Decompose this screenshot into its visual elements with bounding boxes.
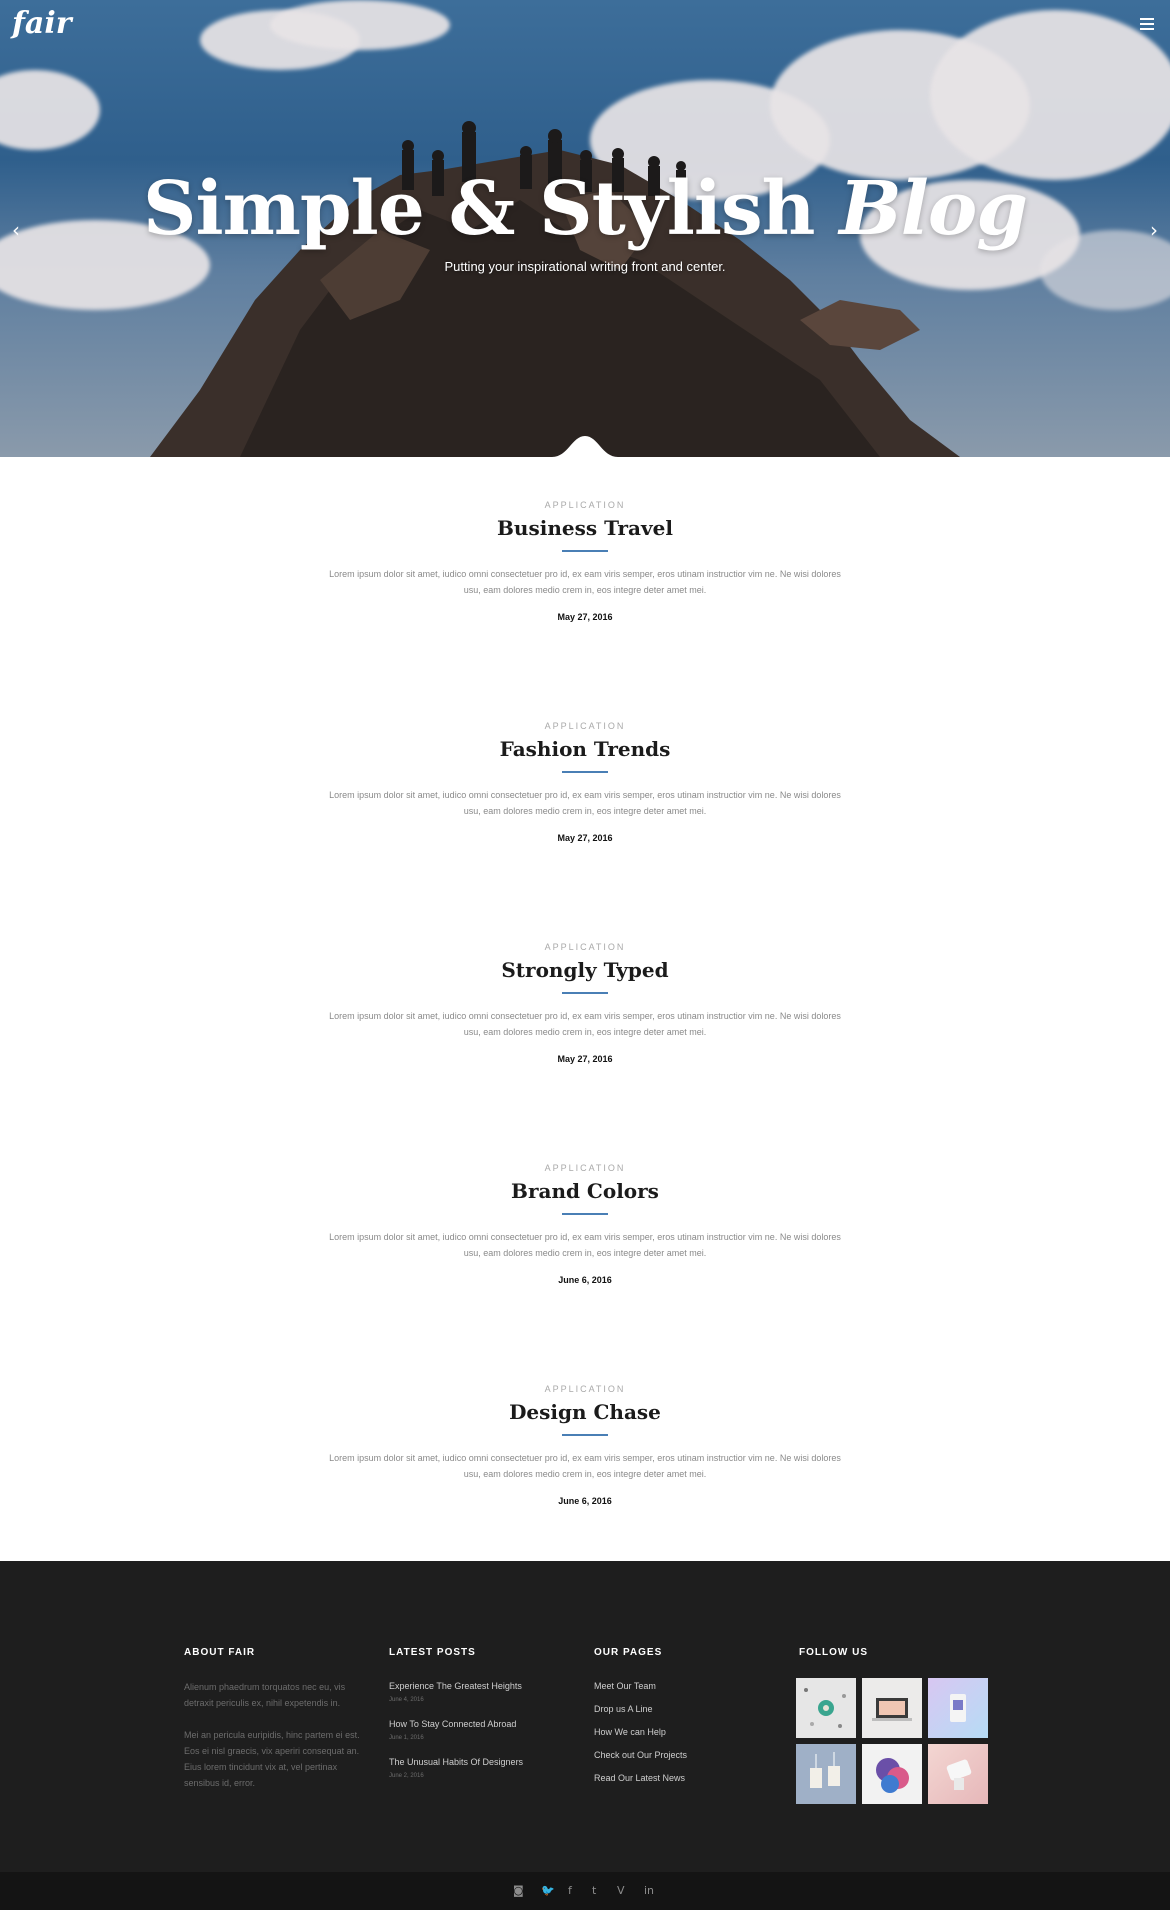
post-category[interactable]: APPLICATION bbox=[544, 721, 626, 731]
post-title[interactable]: Strongly Typed bbox=[501, 958, 669, 982]
post-divider bbox=[562, 992, 608, 994]
footer-follow-heading: FOLLOW US bbox=[799, 1647, 868, 1658]
twitter-icon[interactable]: 🐦 bbox=[541, 1884, 555, 1897]
latest-post-date: June 4, 2016 bbox=[389, 1697, 424, 1703]
post-title[interactable]: Fashion Trends bbox=[499, 737, 671, 761]
latest-post-item bbox=[389, 1757, 569, 1779]
site-logo[interactable]: fair bbox=[12, 6, 72, 41]
post-divider bbox=[562, 550, 608, 552]
footer-latest-posts bbox=[389, 1647, 569, 1779]
gallery-thumbnail[interactable] bbox=[862, 1744, 922, 1804]
post-excerpt: Lorem ipsum dolor sit amet, iudico omni consectetuer pro id, ex eam viris semper, eros utinam instructior vim ne. Ne wisi dolores usu, eam dolores medio crem in, eos integre deter amet mei. bbox=[329, 1232, 841, 1258]
post-category[interactable]: APPLICATION bbox=[544, 1384, 626, 1394]
post-excerpt: Lorem ipsum dolor sit amet, iudico omni consectetuer pro id, ex eam viris semper, eros utinam instructior vim ne. Ne wisi dolores usu, eam dolores medio crem in, eos integre deter amet mei. bbox=[329, 1011, 841, 1037]
post-date: May 27, 2016 bbox=[557, 612, 613, 622]
footer-about-text: Alienum phaedrum torquatos nec eu, vis detraxit periculis ex, nihil expetendis in. bbox=[184, 1682, 346, 1708]
latest-post-item bbox=[389, 1719, 569, 1741]
footer-latest-heading: LATEST POSTS bbox=[389, 1647, 476, 1658]
latest-post-link[interactable]: Experience The Greatest Heights bbox=[389, 1681, 522, 1691]
instagram-icon[interactable]: ◙ bbox=[513, 1884, 524, 1897]
social-bar bbox=[0, 1872, 1170, 1910]
hero-title bbox=[0, 166, 1170, 252]
post-item bbox=[0, 500, 1170, 622]
footer-page-link[interactable]: Meet Our Team bbox=[594, 1681, 656, 1691]
latest-post-date: June 1, 2016 bbox=[389, 1735, 424, 1741]
post-excerpt: Lorem ipsum dolor sit amet, iudico omni consectetuer pro id, ex eam viris semper, eros utinam instructior vim ne. Ne wisi dolores usu, eam dolores medio crem in, eos integre deter amet mei. bbox=[329, 1453, 841, 1479]
hero-banner bbox=[0, 0, 1170, 457]
post-category[interactable]: APPLICATION bbox=[544, 942, 626, 952]
footer-page-link[interactable]: How We can Help bbox=[594, 1727, 666, 1737]
post-date: May 27, 2016 bbox=[557, 1054, 613, 1064]
vimeo-icon[interactable]: V bbox=[617, 1884, 625, 1897]
facebook-icon[interactable]: f bbox=[568, 1884, 572, 1897]
post-title[interactable]: Business Travel bbox=[497, 516, 673, 540]
post-title[interactable]: Brand Colors bbox=[511, 1179, 659, 1203]
gallery-thumbnail[interactable] bbox=[928, 1744, 988, 1804]
post-item bbox=[0, 721, 1170, 843]
gallery-thumbnail[interactable] bbox=[796, 1744, 856, 1804]
hero-subtitle: Putting your inspirational writing front and center. bbox=[444, 259, 726, 274]
footer-page-link[interactable]: Drop us A Line bbox=[594, 1704, 653, 1714]
post-item bbox=[0, 1163, 1170, 1285]
latest-post-link[interactable]: How To Stay Connected Abroad bbox=[389, 1719, 517, 1729]
post-date: May 27, 2016 bbox=[557, 833, 613, 843]
footer-about bbox=[184, 1647, 364, 1791]
post-item bbox=[0, 942, 1170, 1064]
gallery-thumbnail[interactable] bbox=[928, 1678, 988, 1738]
chevron-right-icon[interactable]: › bbox=[1150, 218, 1158, 242]
hamburger-menu-icon[interactable] bbox=[1140, 18, 1154, 30]
footer-page-link[interactable]: Read Our Latest News bbox=[594, 1773, 686, 1783]
post-category[interactable]: APPLICATION bbox=[544, 500, 626, 510]
site-footer bbox=[0, 1561, 1170, 1872]
footer-our-pages bbox=[594, 1647, 774, 1783]
tumblr-icon[interactable]: t bbox=[592, 1884, 597, 1897]
post-category[interactable]: APPLICATION bbox=[544, 1163, 626, 1173]
hero-title-main: Simple & Stylish bbox=[143, 166, 815, 252]
footer-page-link[interactable]: Check out Our Projects bbox=[594, 1750, 688, 1760]
post-date: June 6, 2016 bbox=[558, 1496, 612, 1506]
footer-pages-heading: OUR PAGES bbox=[594, 1647, 663, 1658]
footer-about-text: Mei an pericula euripidis, hinc partem ei est. Eos ei nisl graecis, vix aperiri consequat an. Eius lorem tincidunt vix at, vel pertinax sensibus id, error. bbox=[184, 1730, 360, 1788]
post-divider bbox=[562, 771, 608, 773]
post-date: June 6, 2016 bbox=[558, 1275, 612, 1285]
chevron-left-icon[interactable]: ‹ bbox=[12, 218, 20, 242]
post-divider bbox=[562, 1213, 608, 1215]
post-divider bbox=[562, 1434, 608, 1436]
footer-follow-us bbox=[799, 1647, 999, 1658]
hero-title-emphasis: Blog bbox=[839, 166, 1027, 252]
gallery-thumbnail[interactable] bbox=[862, 1678, 922, 1738]
gallery-thumbnail[interactable] bbox=[796, 1678, 856, 1738]
post-excerpt: Lorem ipsum dolor sit amet, iudico omni consectetuer pro id, ex eam viris semper, eros utinam instructior vim ne. Ne wisi dolores usu, eam dolores medio crem in, eos integre deter amet mei. bbox=[329, 569, 841, 595]
post-item bbox=[0, 1384, 1170, 1506]
latest-post-date: June 2, 2016 bbox=[389, 1773, 424, 1779]
scroll-notch bbox=[552, 434, 618, 457]
linkedin-icon[interactable]: in bbox=[644, 1884, 655, 1897]
footer-about-heading: ABOUT FAIR bbox=[184, 1647, 256, 1658]
post-excerpt: Lorem ipsum dolor sit amet, iudico omni consectetuer pro id, ex eam viris semper, eros utinam instructior vim ne. Ne wisi dolores usu, eam dolores medio crem in, eos integre deter amet mei. bbox=[329, 790, 841, 816]
post-title[interactable]: Design Chase bbox=[509, 1400, 661, 1424]
latest-post-link[interactable]: The Unusual Habits Of Designers bbox=[389, 1757, 524, 1767]
latest-post-item bbox=[389, 1681, 569, 1703]
